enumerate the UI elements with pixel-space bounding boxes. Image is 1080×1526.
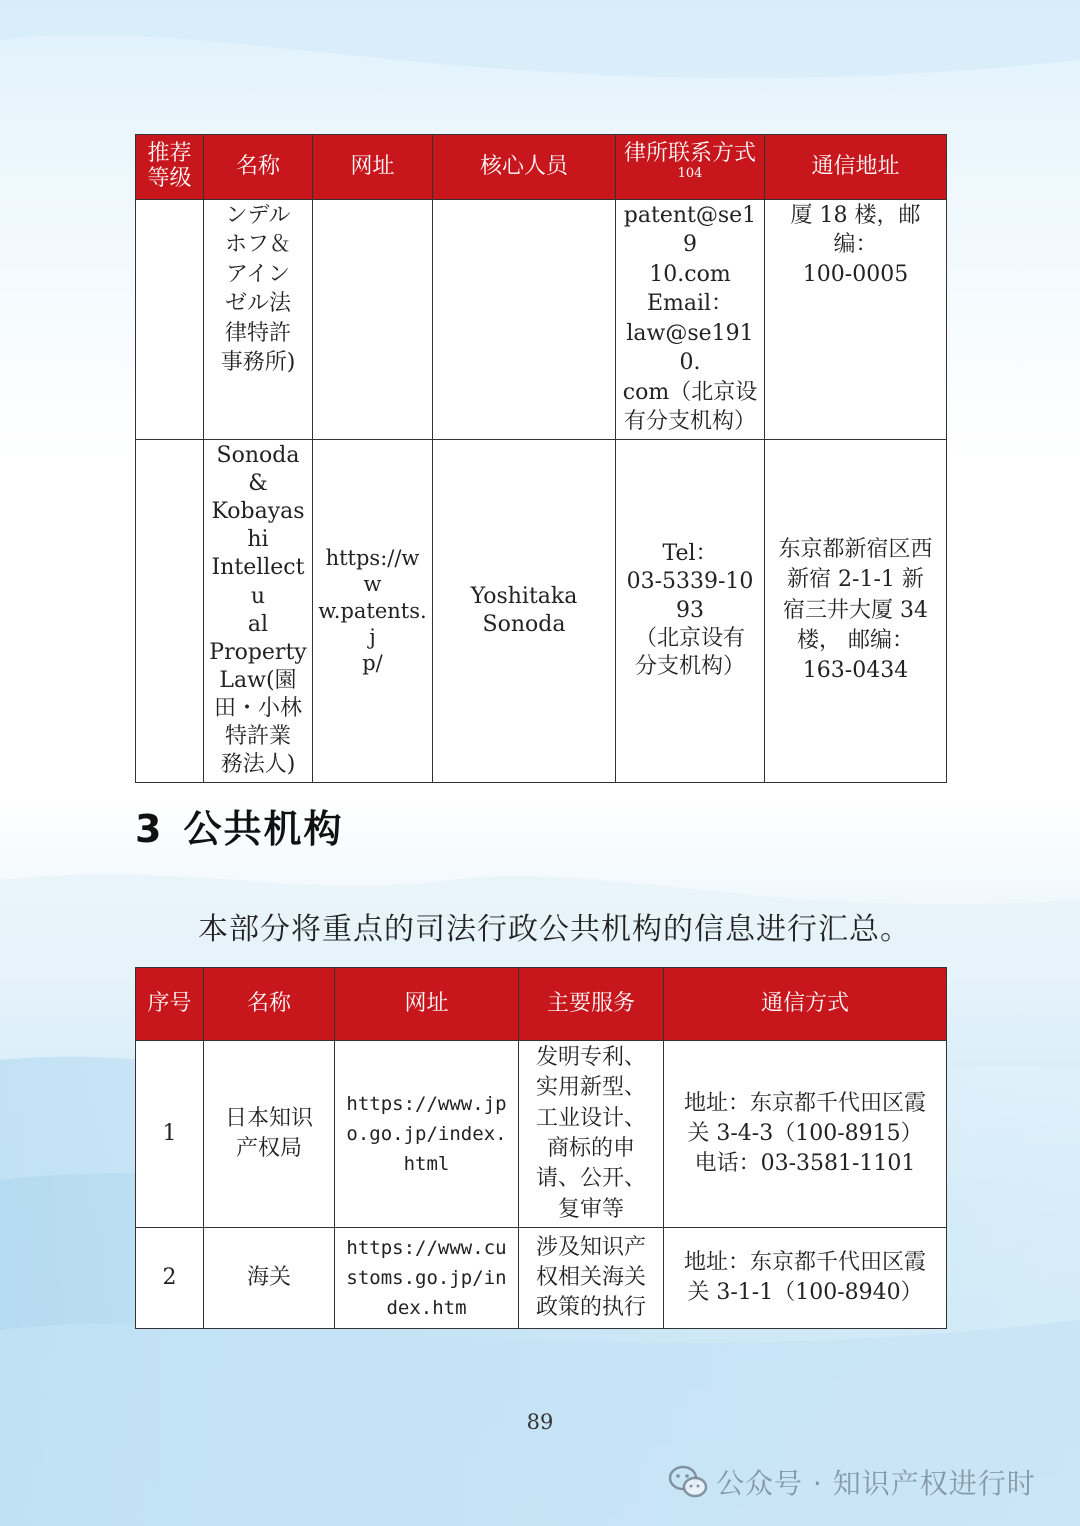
cell-core-personnel [433, 200, 616, 440]
cell-services: 涉及知识产 权相关海关 政策的执行 [519, 1228, 664, 1329]
footnote-ref: 104 [677, 165, 703, 181]
cell-name: Sonoda & Kobayas hi Intellectu al Property Law(園 田・小林 特許業 務法人) [204, 439, 313, 782]
table-row [136, 439, 947, 782]
header-contact [616, 135, 765, 200]
header-contact: 通信方式 [664, 968, 947, 1041]
cell-website: https://ww w.patents.j p/ [313, 439, 433, 782]
watermark-text: 公众号 · 知识产权进行时 [716, 1467, 1036, 1500]
header-address: 通信地址 [765, 135, 947, 200]
cell-name: ンデル ホフ＆ アイン ゼル法 律特許 事務所) [204, 200, 313, 440]
law-firm-table [135, 134, 947, 783]
cell-contact: patent@se19 10.com Email： law@se1910. com（北京设 有分支机构） [616, 200, 765, 440]
cell-number: 2 [136, 1228, 204, 1329]
cell-name: 海关 [204, 1228, 335, 1329]
cell-grade [136, 200, 204, 440]
cell-number: 1 [136, 1041, 204, 1228]
cell-website: https://www.cu stoms.go.jp/in dex.htm [335, 1228, 519, 1329]
header-website: 网址 [335, 968, 519, 1041]
intro-paragraph: 本部分将重点的司法行政公共机构的信息进行汇总。 [198, 912, 911, 947]
table-row [136, 1228, 947, 1329]
table-row [136, 1041, 947, 1228]
public-institutions-table [135, 967, 947, 1329]
section-heading [135, 798, 343, 853]
cell-core-personnel: Yoshitaka Sonoda [433, 439, 616, 782]
header-name: 名称 [204, 968, 335, 1041]
table-header-row [136, 968, 947, 1041]
cell-contact: Tel： 03-5339-1093 （北京设有 分支机构） [616, 439, 765, 782]
header-number: 序号 [136, 968, 204, 1041]
header-services: 主要服务 [519, 968, 664, 1041]
wechat-icon [668, 1465, 708, 1499]
table-header-row [136, 135, 947, 200]
page-number: 89 [526, 1410, 554, 1434]
header-name: 名称 [204, 135, 313, 200]
header-contact-label: 律所联系方式 [623, 141, 756, 167]
cell-name: 日本知识 产权局 [204, 1041, 335, 1228]
watermark [668, 1462, 1036, 1502]
cell-address: 厦 18 楼，邮编： 100-0005 [765, 200, 947, 440]
header-website: 网址 [313, 135, 433, 200]
cell-services: 发明专利、 实用新型、 工业设计、 商标的申 请、公开、 复审等 [519, 1041, 664, 1228]
cell-contact: 地址：东京都千代田区霞 关 3-1-1（100-8940） [664, 1228, 947, 1329]
section-number: 3 [135, 807, 164, 851]
header-grade: 推荐等级 [136, 135, 204, 200]
cell-website [313, 200, 433, 440]
cell-address: 东京都新宿区西 新宿 2-1-1 新 宿三井大厦 34 楼， 邮编： 163-0434 [765, 439, 947, 782]
header-core-personnel: 核心人员 [433, 135, 616, 200]
cell-website: https://www.jp o.go.jp/index. html [335, 1041, 519, 1228]
section-title: 公共机构 [183, 807, 344, 851]
cell-grade [136, 439, 204, 782]
table-row [136, 200, 947, 440]
cell-contact: 地址：东京都千代田区霞 关 3-4-3（100-8915） 电话：03-3581-1101 [664, 1041, 947, 1228]
